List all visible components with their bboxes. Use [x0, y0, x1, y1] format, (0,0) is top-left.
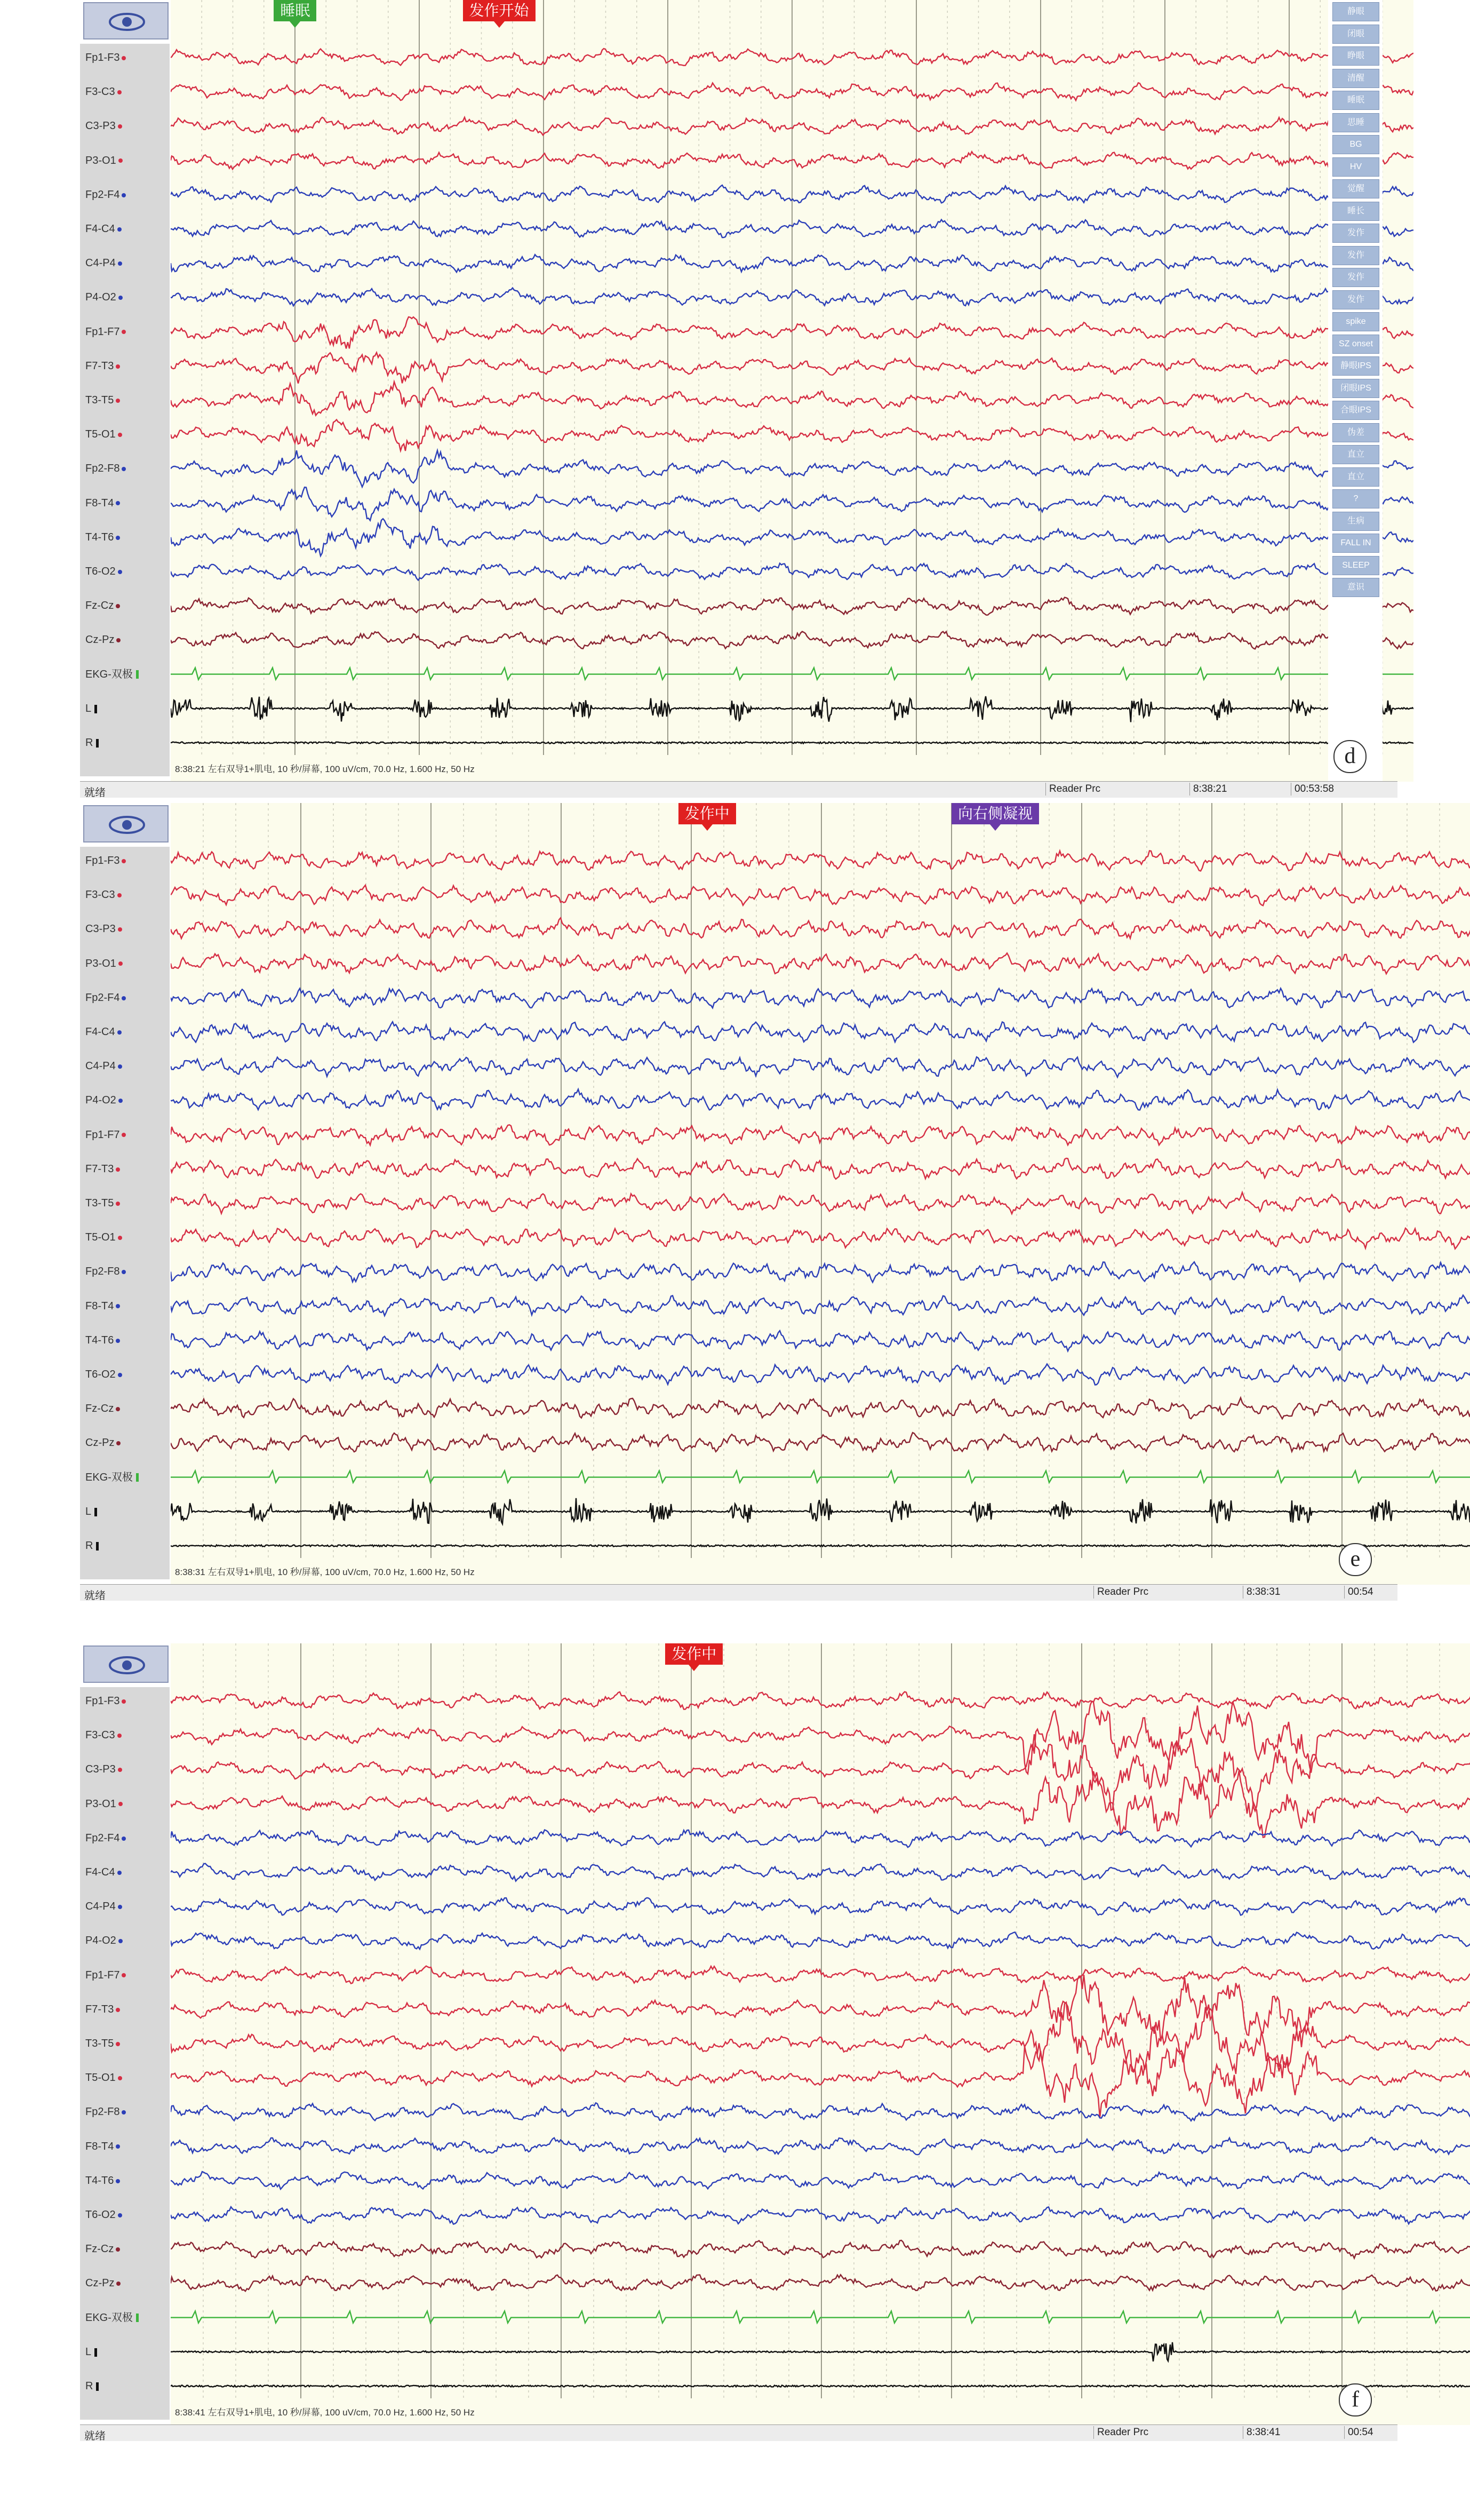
trace-R	[171, 2386, 1470, 2387]
channel-label	[85, 531, 120, 544]
annotation-button[interactable]: SZ onset	[1332, 335, 1379, 354]
channel-name: F8-T4	[85, 497, 114, 509]
channel-name: T4-T6	[85, 1334, 114, 1346]
channel-marker-dot	[118, 1939, 123, 1943]
channel-label	[85, 1934, 123, 1947]
channel-marker-dot	[122, 467, 126, 471]
annotation-button[interactable]: 闭眼IPS	[1332, 379, 1379, 398]
eye-icon	[84, 806, 170, 844]
channel-label	[85, 222, 122, 235]
eeg-plot-area	[171, 803, 1470, 1585]
channel-label	[85, 2380, 99, 2392]
channel-marker-dot	[116, 2144, 120, 2149]
channel-label	[85, 360, 120, 372]
eeg-panel-d	[80, 0, 1397, 798]
channel-label	[85, 51, 126, 64]
annotation-button[interactable]: BG	[1332, 135, 1379, 154]
channel-name: Fz-Cz	[85, 1403, 114, 1415]
eeg-traces	[171, 803, 1470, 1585]
trace-Fp2-F4	[171, 1830, 1470, 1848]
channel-label	[85, 2037, 120, 2050]
channel-label	[85, 1695, 126, 1707]
channel-label	[85, 154, 123, 167]
channel-label	[85, 1763, 122, 1776]
channel-marker-dot	[116, 1407, 120, 1411]
annotation-button[interactable]: 静眼	[1332, 2, 1379, 21]
channel-name: T3-T5	[85, 394, 114, 406]
channel-name: P4-O2	[85, 291, 116, 304]
trace-F3-C3	[171, 1701, 1470, 1774]
channel-label	[85, 85, 122, 98]
trace-P3-O1	[171, 1770, 1470, 1837]
channel-name: F7-T3	[85, 1163, 114, 1175]
channel-marker-bar	[96, 1542, 99, 1551]
channel-marker-dot	[116, 501, 120, 505]
event-marker[interactable]: 发作中	[665, 1643, 723, 1665]
channel-label	[85, 1334, 120, 1347]
channel-name: Fz-Cz	[85, 2243, 114, 2255]
channel-name: Fp1-F7	[85, 1969, 120, 1981]
status-bar	[80, 2424, 1397, 2441]
event-marker[interactable]: 睡眠	[274, 0, 316, 21]
channel-marker-bar	[136, 2314, 139, 2322]
channel-label	[85, 1128, 126, 1141]
channel-marker-bar	[94, 2348, 97, 2357]
channel-label	[85, 854, 126, 867]
channel-marker-dot	[122, 1837, 126, 1841]
channel-label	[85, 257, 122, 269]
status-bar	[80, 781, 1397, 798]
recording-settings-text: 8:38:41 左右双导1+肌电, 10 秒/屏幕, 100 uV/cm, 70.0 Hz, 1.600 Hz, 50 Hz	[175, 2407, 475, 2418]
recording-settings-text: 8:38:21 左右双导1+肌电, 10 秒/屏幕, 100 uV/cm, 70.0 Hz, 1.600 Hz, 50 Hz	[175, 764, 475, 774]
annotation-button[interactable]: 发作	[1332, 268, 1379, 287]
channel-name: T6-O2	[85, 2209, 116, 2221]
channel-label	[85, 1969, 126, 1982]
channel-marker-bar	[136, 1473, 139, 1482]
channel-name: C4-P4	[85, 257, 116, 269]
channel-label	[85, 2003, 120, 2016]
annotation-button[interactable]: 直立	[1332, 467, 1379, 487]
channel-name: R	[85, 1540, 93, 1552]
annotation-button[interactable]: 发作	[1332, 224, 1379, 243]
channel-marker-dot	[118, 1064, 122, 1069]
annotation-button[interactable]: 清醒	[1332, 69, 1379, 88]
eeg-traces	[171, 1643, 1470, 2425]
channel-name: F8-T4	[85, 1300, 114, 1312]
channel-marker-dot	[116, 1304, 120, 1308]
channel-marker-dot	[118, 1099, 123, 1103]
status-reader: Reader Prc	[1045, 783, 1104, 796]
channel-label	[85, 1900, 122, 1913]
annotation-button[interactable]: 合眼IPS	[1332, 401, 1379, 420]
status-bar	[80, 1584, 1397, 1601]
channel-name: Fp2-F4	[85, 991, 120, 1004]
channel-marker-dot	[118, 961, 123, 966]
channel-marker-dot	[117, 893, 122, 897]
eeg-panel-f	[80, 1643, 1397, 2441]
channel-name: Fp1-F7	[85, 325, 120, 338]
channel-label	[85, 1265, 126, 1278]
channel-name: T5-O1	[85, 428, 116, 441]
channel-name: C3-P3	[85, 1763, 116, 1776]
status-time: 8:38:31	[1243, 1586, 1283, 1599]
channel-label	[85, 702, 97, 715]
channel-label	[85, 120, 122, 132]
channel-marker-bar	[136, 670, 139, 679]
channel-name: Fp2-F8	[85, 463, 120, 475]
channel-marker-dot	[116, 1202, 120, 1206]
channel-name: P3-O1	[85, 1798, 116, 1810]
channel-label	[85, 565, 122, 578]
channel-marker-bar	[96, 2382, 99, 2391]
channel-name: T6-O2	[85, 1369, 116, 1380]
status-elapsed: 00:54	[1344, 1586, 1377, 1599]
channel-marker-dot	[122, 1270, 126, 1274]
channel-marker-bar	[94, 1508, 97, 1516]
status-ready: 就绪	[84, 787, 106, 799]
channel-marker-dot	[118, 1236, 122, 1240]
channel-label	[85, 188, 126, 201]
channel-name: R	[85, 2380, 93, 2392]
channel-label	[85, 1402, 120, 1415]
channel-label	[85, 957, 123, 970]
eeg-traces	[171, 0, 1413, 782]
channel-label	[85, 1866, 122, 1879]
channel-marker-dot	[116, 399, 120, 403]
channel-marker-dot	[118, 570, 122, 574]
channel-name: Cz-Pz	[85, 1437, 115, 1449]
channel-name: C3-P3	[85, 923, 116, 935]
panel-letter: d	[1333, 740, 1367, 773]
channel-label	[85, 1798, 123, 1810]
status-time: 8:38:41	[1243, 2426, 1283, 2439]
channel-label	[85, 633, 121, 646]
channel-name: F7-T3	[85, 2003, 114, 2015]
recording-settings-text: 8:38:31 左右双导1+肌电, 10 秒/屏幕, 100 uV/cm, 70.0 Hz, 1.600 Hz, 50 Hz	[175, 1567, 475, 1577]
channel-marker-dot	[116, 1441, 121, 1445]
channel-marker-dot	[117, 227, 122, 232]
channel-marker-dot	[116, 604, 120, 608]
channel-name: Fp2-F4	[85, 1832, 120, 1844]
channel-label	[85, 1368, 122, 1381]
channel-label	[85, 736, 99, 749]
channel-marker-dot	[118, 296, 123, 300]
channel-label	[85, 2277, 121, 2290]
annotation-button-column	[1328, 0, 1383, 782]
trace-F8-T4	[171, 1295, 1470, 1316]
channel-marker-dot	[122, 1699, 126, 1704]
channel-marker-dot	[116, 1339, 120, 1343]
channel-label	[85, 2243, 120, 2255]
channel-marker-dot	[122, 1973, 126, 1977]
channel-label	[85, 1729, 122, 1742]
eeg-plot-area	[171, 1643, 1470, 2425]
channel-marker-dot	[117, 1734, 122, 1738]
channel-label	[85, 2140, 120, 2153]
channel-marker-dot	[118, 1373, 122, 1377]
status-elapsed: 00:54	[1344, 2426, 1377, 2439]
trace-Cz-Pz	[171, 2275, 1470, 2291]
channel-label	[85, 1197, 120, 1210]
channel-label	[85, 1505, 97, 1518]
channel-marker-dot	[117, 1871, 122, 1875]
channel-name: T4-T6	[85, 2174, 114, 2187]
channel-name: C4-P4	[85, 1901, 116, 1913]
status-ready: 就绪	[84, 1590, 106, 1602]
channel-name: T5-O1	[85, 2072, 116, 2084]
channel-marker-dot	[122, 193, 126, 197]
channel-label	[85, 991, 126, 1004]
annotation-button[interactable]: ?	[1332, 489, 1379, 508]
channel-label-column	[80, 44, 170, 776]
channel-name: F4-C4	[85, 1866, 115, 1878]
event-marker[interactable]: 向右侧凝视	[952, 803, 1039, 824]
channel-label	[85, 2208, 122, 2221]
trace-T6-O2	[171, 1364, 1470, 1385]
channel-label	[85, 291, 123, 304]
trace-T4-T6	[171, 2172, 1470, 2189]
eeg-panel-e	[80, 803, 1397, 1601]
channel-name: T6-O2	[85, 566, 116, 577]
channel-name: P3-O1	[85, 957, 116, 969]
channel-marker-dot	[117, 90, 122, 94]
channel-name: Fp2-F4	[85, 188, 120, 201]
channel-label	[85, 1300, 120, 1313]
channel-label	[85, 462, 126, 475]
channel-marker-dot	[118, 1905, 122, 1909]
view-toggle-button[interactable]	[83, 1645, 169, 1683]
channel-label	[85, 497, 120, 510]
channel-name: C4-P4	[85, 1060, 116, 1072]
channel-marker-dot	[117, 1030, 122, 1035]
channel-label	[85, 668, 139, 681]
channel-name: F8-T4	[85, 2140, 114, 2152]
channel-name: Fp2-F8	[85, 2106, 120, 2118]
eye-icon	[84, 3, 170, 41]
channel-marker-dot	[116, 2008, 120, 2012]
eye-icon	[84, 1647, 170, 1684]
annotation-button[interactable]: 发作	[1332, 246, 1379, 265]
channel-name: Cz-Pz	[85, 634, 115, 646]
channel-marker-dot	[118, 124, 122, 129]
channel-marker-dot	[118, 433, 122, 437]
channel-name: L	[85, 1505, 92, 1517]
channel-marker-dot	[122, 859, 126, 863]
event-marker[interactable]: 发作开始	[463, 0, 536, 21]
channel-label	[85, 1539, 99, 1552]
channel-marker-dot	[116, 364, 120, 369]
channel-label-column	[80, 1687, 170, 2420]
status-reader: Reader Prc	[1093, 1586, 1152, 1599]
channel-name: Fp1-F7	[85, 1128, 120, 1141]
annotation-button[interactable]: 直立	[1332, 445, 1379, 464]
channel-marker-dot	[116, 2281, 121, 2286]
channel-label	[85, 325, 126, 338]
panel-letter: f	[1339, 2383, 1372, 2416]
channel-label	[85, 923, 122, 935]
channel-label	[85, 2346, 97, 2358]
channel-label	[85, 2105, 126, 2118]
annotation-button[interactable]: 发作	[1332, 290, 1379, 309]
channel-name: P3-O1	[85, 154, 116, 166]
annotation-button[interactable]: 闭眼	[1332, 25, 1379, 44]
channel-label	[85, 2071, 122, 2084]
annotation-button[interactable]: 意识	[1332, 578, 1379, 597]
trace-C4-P4	[171, 1057, 1470, 1077]
channel-marker-dot	[118, 927, 122, 932]
channel-name: Fz-Cz	[85, 600, 114, 612]
channel-name: Fp1-F3	[85, 52, 120, 63]
channel-marker-dot	[122, 56, 126, 60]
annotation-button[interactable]: 伪差	[1332, 423, 1379, 442]
channel-name: P4-O2	[85, 1935, 116, 1947]
annotation-button[interactable]: spike	[1332, 312, 1379, 331]
annotation-button[interactable]: 思睡	[1332, 113, 1379, 132]
channel-name: Fp1-F3	[85, 855, 120, 867]
view-toggle-button[interactable]	[83, 805, 169, 842]
annotation-button[interactable]: SLEEP	[1332, 556, 1379, 575]
channel-label	[85, 1832, 126, 1845]
channel-label	[85, 2174, 120, 2187]
channel-label	[85, 1026, 122, 1038]
channel-marker-dot	[116, 638, 121, 642]
status-reader: Reader Prc	[1093, 2426, 1152, 2439]
channel-name: F3-C3	[85, 1729, 115, 1742]
eeg-plot-area	[171, 0, 1413, 782]
channel-name: F3-C3	[85, 889, 115, 901]
channel-name: EKG-双极	[85, 2311, 133, 2324]
channel-marker-bar	[96, 739, 99, 748]
channel-marker-dot	[116, 2247, 120, 2252]
channel-label	[85, 888, 122, 901]
channel-name: T4-T6	[85, 531, 114, 543]
channel-name: F7-T3	[85, 360, 114, 372]
channel-marker-dot	[118, 158, 123, 163]
channel-name: C3-P3	[85, 120, 116, 132]
channel-label	[85, 1231, 122, 1244]
channel-name: EKG-双极	[85, 1471, 133, 1483]
annotation-button[interactable]: 睡眠	[1332, 91, 1379, 110]
channel-marker-dot	[116, 2179, 120, 2183]
channel-marker-dot	[122, 2110, 126, 2114]
channel-name: T5-O1	[85, 1231, 116, 1244]
channel-marker-dot	[122, 330, 126, 334]
channel-name: R	[85, 737, 93, 749]
channel-name: F4-C4	[85, 223, 115, 235]
channel-name: Cz-Pz	[85, 2277, 115, 2290]
channel-label	[85, 1471, 139, 1484]
channel-label	[85, 2311, 139, 2324]
channel-label	[85, 428, 122, 441]
annotation-button[interactable]: 静眼IPS	[1332, 356, 1379, 376]
channel-name: Fp1-F3	[85, 1695, 120, 1707]
channel-name: F4-C4	[85, 1026, 115, 1038]
channel-label	[85, 394, 120, 407]
trace-P4-O2	[171, 1932, 1470, 1949]
channel-marker-dot	[116, 2042, 120, 2046]
channel-marker-dot	[122, 1133, 126, 1137]
trace-Fp1-F3	[171, 1692, 1470, 1710]
channel-marker-dot	[116, 536, 120, 540]
channel-name: Fp2-F8	[85, 1266, 120, 1278]
channel-marker-dot	[118, 1768, 122, 1772]
channel-label	[85, 1060, 122, 1072]
channel-marker-dot	[116, 1167, 120, 1172]
panel-letter: e	[1339, 1543, 1372, 1576]
channel-name: L	[85, 2346, 92, 2358]
channel-marker-dot	[118, 2076, 122, 2080]
channel-name: T3-T5	[85, 1197, 114, 1209]
channel-name: P4-O2	[85, 1094, 116, 1107]
status-ready: 就绪	[84, 2430, 106, 2442]
channel-name: F3-C3	[85, 86, 115, 98]
view-toggle-button[interactable]	[83, 2, 169, 39]
channel-marker-dot	[118, 261, 122, 266]
status-time: 8:38:21	[1189, 783, 1230, 796]
channel-marker-dot	[118, 1802, 123, 1806]
status-elapsed: 00:53:58	[1291, 783, 1337, 796]
channel-label	[85, 1436, 121, 1449]
channel-label-column	[80, 847, 170, 1579]
channel-marker-dot	[118, 2213, 122, 2217]
channel-marker-dot	[122, 996, 126, 1000]
channel-marker-bar	[94, 705, 97, 713]
channel-name: EKG-双极	[85, 668, 133, 680]
annotation-button[interactable]: FALL IN	[1332, 534, 1379, 553]
event-marker[interactable]: 发作中	[678, 803, 736, 824]
channel-label	[85, 1163, 120, 1175]
annotation-button[interactable]: 觉醒	[1332, 179, 1379, 198]
channel-name: L	[85, 702, 92, 714]
channel-label	[85, 1094, 123, 1107]
annotation-button[interactable]: 睁眼	[1332, 46, 1379, 66]
annotation-button[interactable]: 生病	[1332, 512, 1379, 531]
annotation-button[interactable]: HV	[1332, 157, 1379, 177]
channel-label	[85, 599, 120, 612]
channel-name: T3-T5	[85, 2038, 114, 2049]
annotation-button[interactable]: 睡长	[1332, 202, 1379, 221]
